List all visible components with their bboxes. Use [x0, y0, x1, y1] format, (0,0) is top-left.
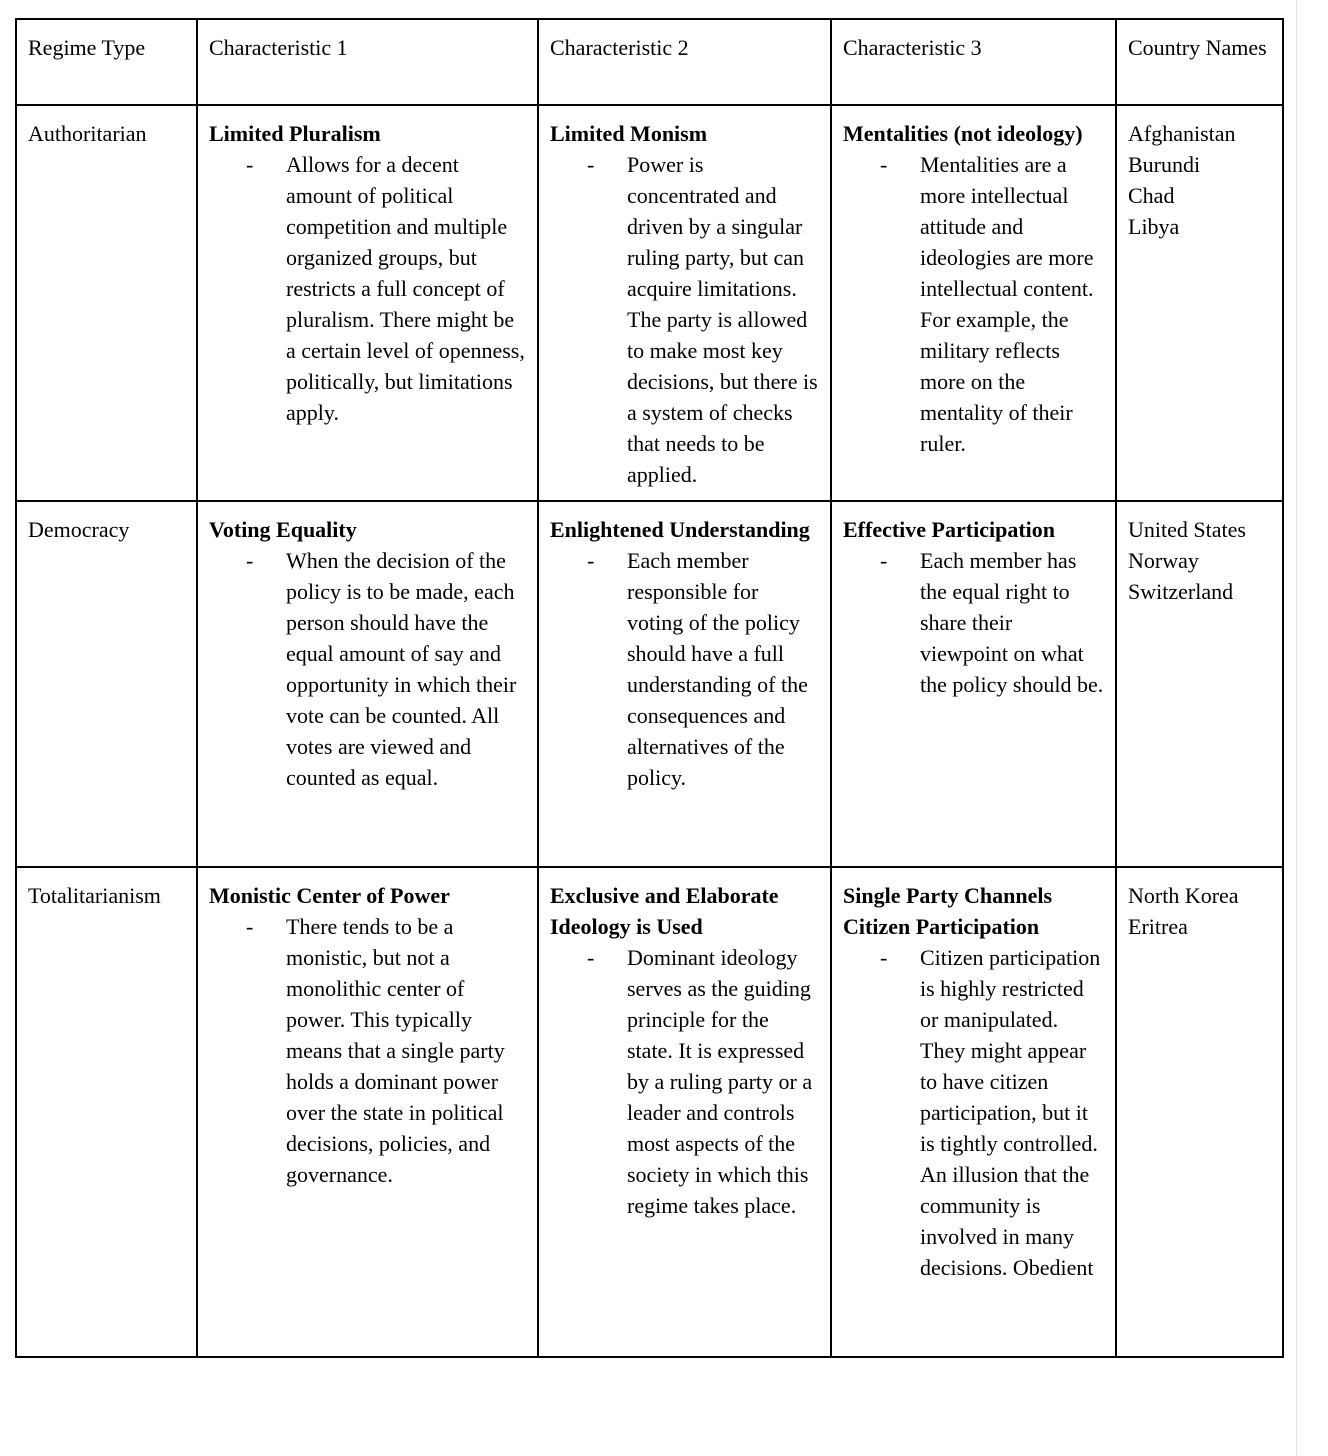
- bullet-item: [550, 149, 820, 490]
- page-edge-divider: [1296, 0, 1297, 1456]
- bullet-item: [843, 942, 1105, 1283]
- characteristic-cell: [831, 105, 1116, 501]
- dash-bullet-icon: -: [587, 548, 595, 573]
- regime-name: Democracy: [16, 501, 197, 867]
- characteristic-description: Dominant ideology serves as the guiding principle for the state. It is expressed by a ruling party or a leader and controls most aspects of the society in which this regime takes place.: [627, 945, 813, 1218]
- dash-bullet-icon: -: [246, 152, 254, 177]
- characteristic-title: Single Party Channels Citizen Participation: [843, 883, 1053, 939]
- characteristic-title: Limited Monism: [550, 121, 708, 146]
- characteristic-title: Enlightened Understanding: [550, 517, 810, 542]
- country-name: Burundi: [1128, 152, 1201, 177]
- country-names-cell: [1116, 501, 1283, 867]
- bullet-item: [843, 545, 1105, 700]
- country-names-cell: [1116, 105, 1283, 501]
- characteristic-title: Effective Participation: [843, 517, 1055, 542]
- bullet-item: [209, 149, 527, 428]
- dash-bullet-icon: -: [587, 152, 595, 177]
- country-name: Chad: [1128, 183, 1175, 208]
- characteristic-description: When the decision of the policy is to be made, each person should have the equal amount of say and opportunity in which their vote can be counted. All votes are viewed and counted as equal.: [286, 548, 517, 790]
- characteristic-cell: [538, 501, 831, 867]
- header-regime-type: Regime Type: [16, 19, 197, 105]
- characteristic-description: Power is concentrated and driven by a singular ruling party, but can acquire limitations. The party is allowed to make most key decisions, but there is a system of checks that needs to be applied.: [627, 152, 818, 487]
- characteristic-description: Mentalities are a more intellectual attitude and ideologies are more intellectual content. For example, the military reflects more on the mentality of their ruler.: [920, 152, 1094, 456]
- country-name: United States: [1128, 517, 1246, 542]
- header-characteristic-3: Characteristic 3: [831, 19, 1116, 105]
- dash-bullet-icon: -: [587, 945, 595, 970]
- bullet-item: [550, 545, 820, 793]
- table-row-authoritarian: [16, 105, 1283, 501]
- dash-bullet-icon: -: [246, 914, 254, 939]
- header-characteristic-2: Characteristic 2: [538, 19, 831, 105]
- dash-bullet-icon: -: [880, 548, 888, 573]
- dash-bullet-icon: -: [880, 152, 888, 177]
- characteristic-cell: [538, 867, 831, 1357]
- country-name: Switzerland: [1128, 579, 1234, 604]
- bullet-item: [550, 942, 820, 1221]
- bullet-item: [209, 911, 527, 1190]
- characteristic-description: There tends to be a monistic, but not a monolithic center of power. This typically means that a single party holds a dominant power over the state in political decisions, policies, and governance.: [286, 914, 505, 1187]
- characteristic-cell: [831, 867, 1116, 1357]
- characteristic-title: Exclusive and Elaborate Ideology is Used: [550, 883, 779, 939]
- table-row-totalitarianism: [16, 867, 1283, 1357]
- characteristic-title: Monistic Center of Power: [209, 883, 450, 908]
- country-name: North Korea: [1128, 883, 1239, 908]
- bullet-item: [209, 545, 527, 793]
- country-name: Norway: [1128, 548, 1199, 573]
- characteristic-title: Voting Equality: [209, 517, 357, 542]
- table-header-row: [16, 19, 1283, 105]
- dash-bullet-icon: -: [880, 945, 888, 970]
- characteristic-cell: [538, 105, 831, 501]
- bullet-item: [843, 149, 1105, 459]
- country-names-cell: [1116, 867, 1283, 1357]
- header-country-names: Country Names: [1116, 19, 1283, 105]
- characteristic-description: Each member has the equal right to share their viewpoint on what the policy should be.: [920, 548, 1104, 697]
- country-name: Afghanistan: [1128, 121, 1236, 146]
- characteristic-description: Each member responsible for voting of the policy should have a full understanding of the consequences and alternatives of the policy.: [627, 548, 808, 790]
- header-characteristic-1: Characteristic 1: [197, 19, 538, 105]
- characteristic-description: Allows for a decent amount of political competition and multiple organized groups, but restricts a full concept of pluralism. There might be a certain level of openness, politically, but limitations apply.: [286, 152, 525, 425]
- characteristic-title: Limited Pluralism: [209, 121, 381, 146]
- regime-name: Totalitarianism: [16, 867, 197, 1357]
- characteristic-description: Citizen participation is highly restricted or manipulated. They might appear to have citizen participation, but it is tightly controlled. An illusion that the community is involved in many decisions. Obedient: [920, 945, 1101, 1280]
- dash-bullet-icon: -: [246, 548, 254, 573]
- country-name: Eritrea: [1128, 914, 1188, 939]
- country-name: Libya: [1128, 214, 1180, 239]
- characteristic-cell: [831, 501, 1116, 867]
- characteristic-cell: [197, 867, 538, 1357]
- regime-comparison-table: [15, 18, 1284, 1358]
- characteristic-cell: [197, 501, 538, 867]
- characteristic-title: Mentalities (not ideology): [843, 121, 1083, 146]
- regime-name: Authoritarian: [16, 105, 197, 501]
- table-row-democracy: [16, 501, 1283, 867]
- characteristic-cell: [197, 105, 538, 501]
